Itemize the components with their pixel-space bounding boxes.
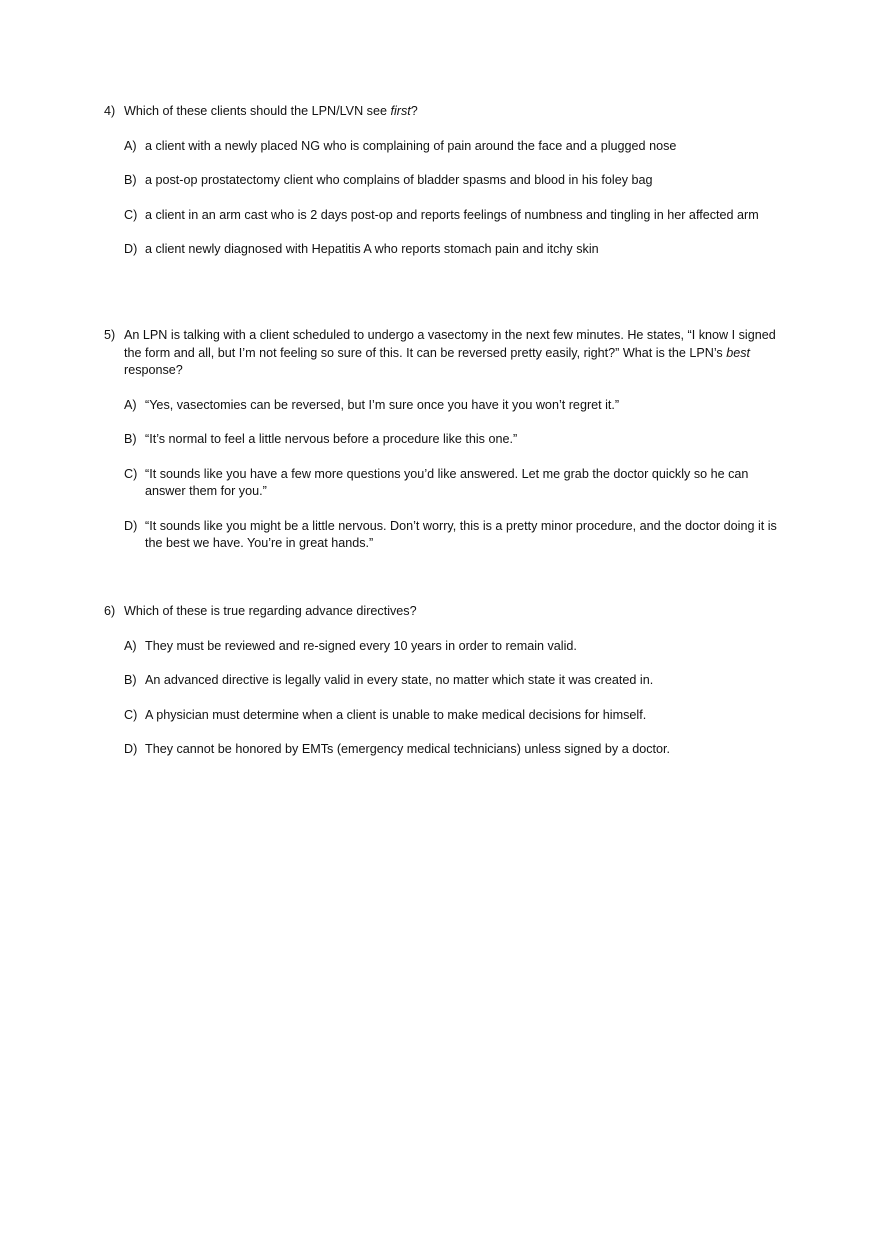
question-stem (104, 103, 784, 121)
question-number: 6) (104, 604, 116, 618)
option-letter: B) (124, 432, 137, 446)
stem-text-end: response? (124, 363, 183, 377)
option-text: “Yes, vasectomies can be reversed, but I’m sure once you have it you won’t regret it.” (145, 397, 620, 412)
option-letter: C) (124, 466, 138, 481)
stem-text: An LPN is talking with a client scheduled to undergo a vasectomy in the next few minutes. He states, “I know I signed the form and all, but I’m not feeling so sure of this. It can be reversed pretty easily, right?” What is the LPN’s (124, 328, 776, 360)
option-text: They cannot be honored by EMTs (emergency medical technicians) unless signed by a doctor. (145, 742, 671, 756)
option-letter: B) (124, 673, 137, 687)
option-letter: C) (124, 707, 138, 722)
stem-text: Which of these is true regarding advance directives? (124, 604, 417, 618)
option-letter: B) (124, 173, 137, 187)
option-letter: A) (124, 397, 137, 412)
option-text: a post-op prostatectomy client who complains of bladder spasms and blood in his foley bag (145, 173, 653, 187)
answer-options (104, 138, 784, 259)
option-text: a client newly diagnosed with Hepatitis A who reports stomach pain and itchy skin (145, 242, 599, 256)
question-stem (104, 327, 784, 380)
option-text: a client in an arm cast who is 2 days post-op and reports feelings of numbness and tingling in her affected arm (145, 207, 759, 222)
answer-option-a (124, 138, 784, 156)
option-text: “It sounds like you might be a little nervous. Don’t worry, this is a pretty minor procedure, and the doctor doing it is the best we have. You’re in great hands.” (145, 518, 777, 550)
answer-option-c (124, 707, 784, 725)
question-number: 4) (104, 104, 116, 118)
option-letter: D) (124, 242, 138, 256)
question-4 (104, 103, 784, 259)
answer-option-a (124, 397, 784, 415)
option-letter: D) (124, 742, 138, 756)
stem-text-end: ? (410, 104, 418, 118)
option-text: They must be reviewed and re-signed every 10 years in order to remain valid. (145, 638, 577, 653)
option-text: A physician must determine when a client is unable to make medical decisions for himself. (145, 707, 647, 722)
stem-emphasis: best (726, 345, 751, 360)
answer-option-b (124, 172, 784, 190)
option-text: a client with a newly placed NG who is complaining of pain around the face and a plugged nose (145, 138, 677, 153)
answer-option-d (124, 741, 784, 759)
answer-option-b (124, 431, 784, 449)
answer-options (104, 397, 784, 553)
answer-option-b (124, 672, 784, 690)
answer-option-d (124, 241, 784, 259)
option-text: “It’s normal to feel a little nervous before a procedure like this one.” (145, 432, 518, 446)
option-letter: A) (124, 638, 137, 653)
question-stem (104, 603, 784, 621)
stem-text: Which of these clients should the LPN/LVN see (124, 104, 391, 118)
option-text: An advanced directive is legally valid in every state, no matter which state it was created in. (145, 673, 654, 687)
answer-option-c (124, 207, 784, 225)
stem-emphasis: first (390, 104, 411, 118)
answer-option-a (124, 638, 784, 656)
answer-options (104, 638, 784, 759)
question-5 (104, 327, 784, 553)
answer-option-c (124, 466, 784, 501)
option-letter: D) (124, 518, 138, 533)
option-letter: C) (124, 207, 138, 222)
option-letter: A) (124, 138, 137, 153)
answer-option-d (124, 518, 784, 553)
option-text: “It sounds like you have a few more questions you’d like answered. Let me grab the doctor quickly so he can answer them for you.” (145, 466, 749, 498)
question-number: 5) (104, 328, 116, 342)
question-6 (104, 603, 784, 759)
